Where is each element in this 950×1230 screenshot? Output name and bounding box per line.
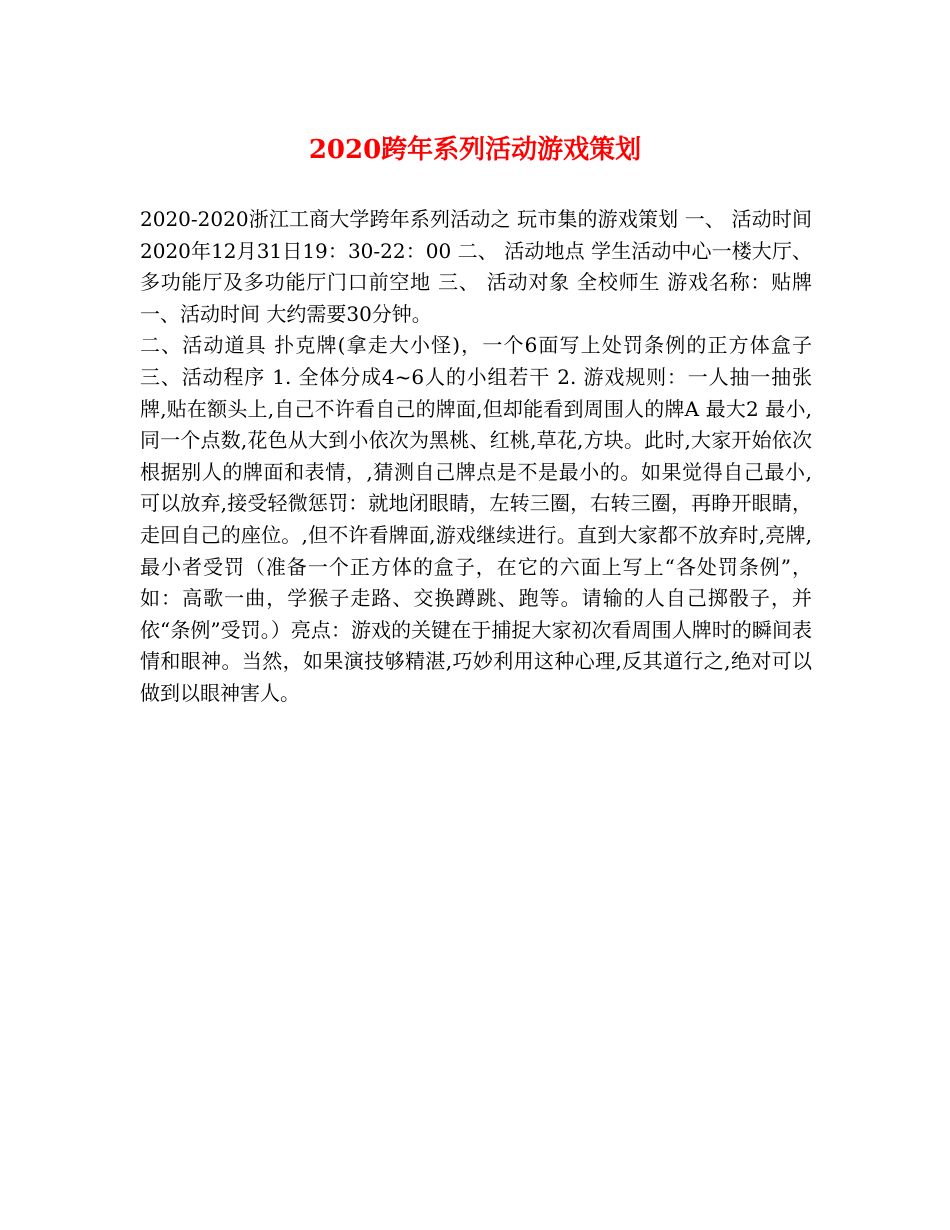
document-title: 2020跨年系列活动游戏策划: [308, 135, 642, 165]
paragraph-activity-info: 2020-2020浙江工商大学跨年系列活动之 玩市集的游戏策划 一、 活动时间 2020年12月31日19：30-22：00 二、 活动地点 学生活动中心一楼大厅、多功能厅及多功能厅门口前空地 三、 活动对象 全校师生 游戏名称：贴牌 一、活动时间 大约需要30分钟。: [140, 207, 812, 326]
document-body: [140, 204, 812, 710]
paragraph-game-rules: 二、活动道具 扑克牌(拿走大小怪)，一个6面写上处罚条例的正方体盒子 三、活动程序 1. 全体分成4~6人的小组若干 2. 游戏规则：一人抽一抽张牌,贴在额头上,自己不许看自己的牌面,但却能看到周围人的牌A 最大2 最小,同一个点数,花色从大到小依次为黑桃、红桃,草花,方块。此时,大家开始依次根据别人的牌面和表情，,猜测自己牌点是不是最小的。如果觉得自己最小,可以放弃,接受轻微惩罚：就地闭眼睛，左转三圈，右转三圈，再睁开眼睛，走回自己的座位。,但不许看牌面,游戏继续进行。直到大家都不放弃时,亮牌,最小者受罚（准备一个正方体的盒子，在它的六面上写上“各处罚条例”，如：高歌一曲，学猴子走路、交换蹲跳、跑等。请输的人自己掷骰子，并依“条例”受罚。）亮点：游戏的关键在于捕捉大家初次看周围人牌时的瞬间表情和眼神。当然，如果演技够精湛,巧妙利用这种心理,反其道行之,绝对可以做到以眼神害人。: [140, 333, 812, 705]
